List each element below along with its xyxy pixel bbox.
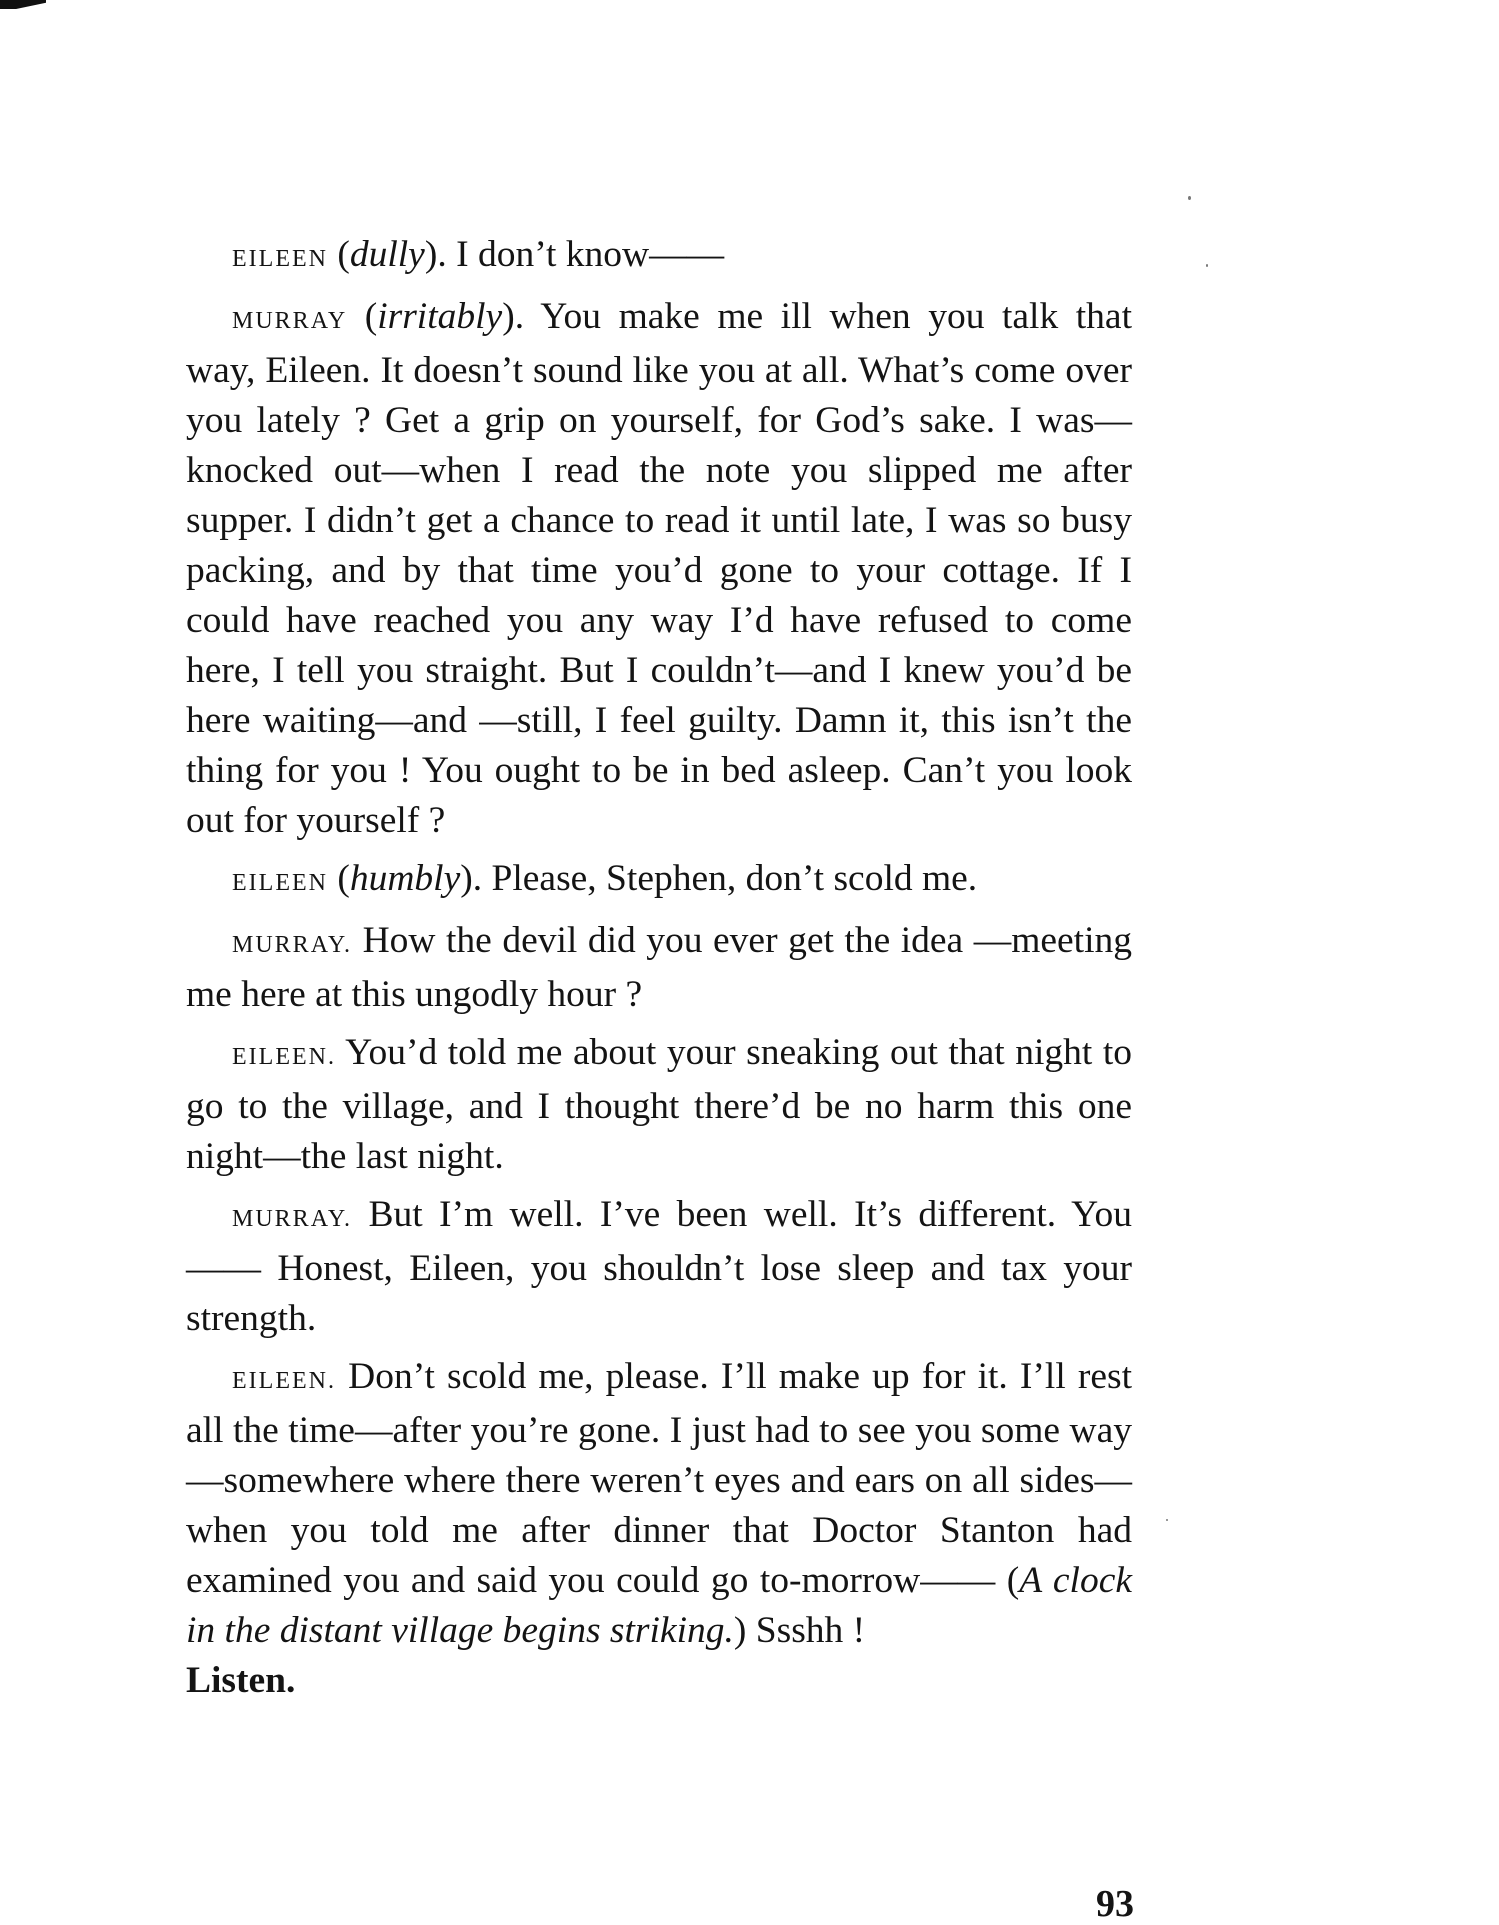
speaker-name: EILEEN bbox=[232, 246, 328, 272]
dialogue-text: But I’m well. I’ve been well. It’s different. You—— Honest, Eileen, you shouldn’t lose sleep and tax your strength. bbox=[186, 1194, 1132, 1339]
dialogue-text: Ssshh ! bbox=[755, 1610, 866, 1651]
scan-corner-mark bbox=[0, 0, 46, 9]
dialogue-text: I don’t know—— bbox=[456, 234, 725, 275]
dialogue-paragraph: EILEEN (dully). I don’t know—— bbox=[232, 234, 725, 275]
paper-speck bbox=[1188, 196, 1191, 200]
stage-direction: irritably bbox=[377, 296, 503, 337]
stage-direction: A clock in the distant village begins striking. bbox=[186, 1560, 1132, 1651]
dialogue-text: Don’t scold me, please. I’ll make up for it. I’ll rest all the time—after you’re gone. I just had to see you some way—somewhere where there weren’t eyes and ears on all sides—when you told me after dinner that Doctor Stanton had examined you and said you could go to-morrow—— bbox=[186, 1356, 1133, 1601]
dialogue-paragraph: MURRAY (irritably). You make me ill when you talk that way, Eileen. It doesn’t sound like you at all. What’s come over you lately ? Get a grip on yourself, for God’s sake. I was—knocked out—when I read the note you slipped me after supper. I didn’t get a chance to read it until late, I was so busy packing, and by that time you’d gone to your cottage. If I could have reached you any way I’d have refused to come here, I tell you straight. But I couldn’t—and I knew you’d be here waiting—and —still, I feel guilty. Damn it, this isn’t the thing for you ! You ought to be in bed asleep. Can’t you look out for yourself ? bbox=[186, 296, 1132, 841]
speaker-name: EILEEN. bbox=[232, 1368, 336, 1394]
speaker-name: EILEEN bbox=[232, 870, 328, 896]
dialogue-paragraph bbox=[186, 1190, 1132, 1344]
dialogue-text: Please, Stephen, don’t scold me. bbox=[491, 858, 978, 899]
dialogue-paragraph: EILEEN. Don’t scold me, please. I’ll make up for it. I’ll rest all the time—after you’re gone. I just had to see you some way—somewhere where there weren’t eyes and ears on all sides—when you told me after dinner that Doctor Stanton had examined you and said you could go to-morrow—— (A clock in the distant village begins striking.) Ssshh ! Listen. bbox=[186, 1352, 1132, 1706]
dialogue-text: Listen. bbox=[186, 1660, 296, 1701]
speaker-name: EILEEN. bbox=[232, 1044, 336, 1070]
page-number: 93 bbox=[1096, 1883, 1134, 1925]
dialogue-paragraph: EILEEN (humbly). Please, Stephen, don’t scold me. bbox=[232, 858, 978, 899]
paper-speck bbox=[1206, 264, 1208, 267]
speaker-name: MURRAY. bbox=[232, 932, 353, 958]
stage-direction: dully bbox=[349, 234, 425, 275]
dialogue-paragraph bbox=[186, 916, 1132, 1020]
dialogue-text: You’d told me about your sneaking out that night to go to the village, and I thought there’d be no harm this one night—the last night. bbox=[186, 1032, 1132, 1177]
dialogue-paragraph bbox=[186, 1028, 1132, 1182]
page-text bbox=[186, 230, 1132, 1706]
dialogue-text: How the devil did you ever get the idea —meeting me here at this ungodly hour ? bbox=[186, 920, 1132, 1015]
speaker-name: MURRAY. bbox=[232, 1206, 353, 1232]
dialogue-text: You make me ill when you talk that way, Eileen. It doesn’t sound like you at all. What’s come over you lately ? Get a grip on yourself, for God’s sake. I was—knocked out—when I read the note you slipped me after supper. I didn’t get a chance to read it until late, I was so busy packing, and by that time you’d gone to your cottage. If I could have reached you any way I’d have refused to come here, I tell you straight. But I couldn’t—and I knew you’d be here waiting—and —still, I feel guilty. Damn it, this isn’t the thing for you ! You ought to be in bed asleep. Can’t you look out for yourself ? bbox=[186, 296, 1132, 841]
paper-speck bbox=[1166, 1519, 1168, 1521]
stage-direction: humbly bbox=[349, 858, 461, 899]
speaker-name: MURRAY bbox=[232, 308, 348, 334]
